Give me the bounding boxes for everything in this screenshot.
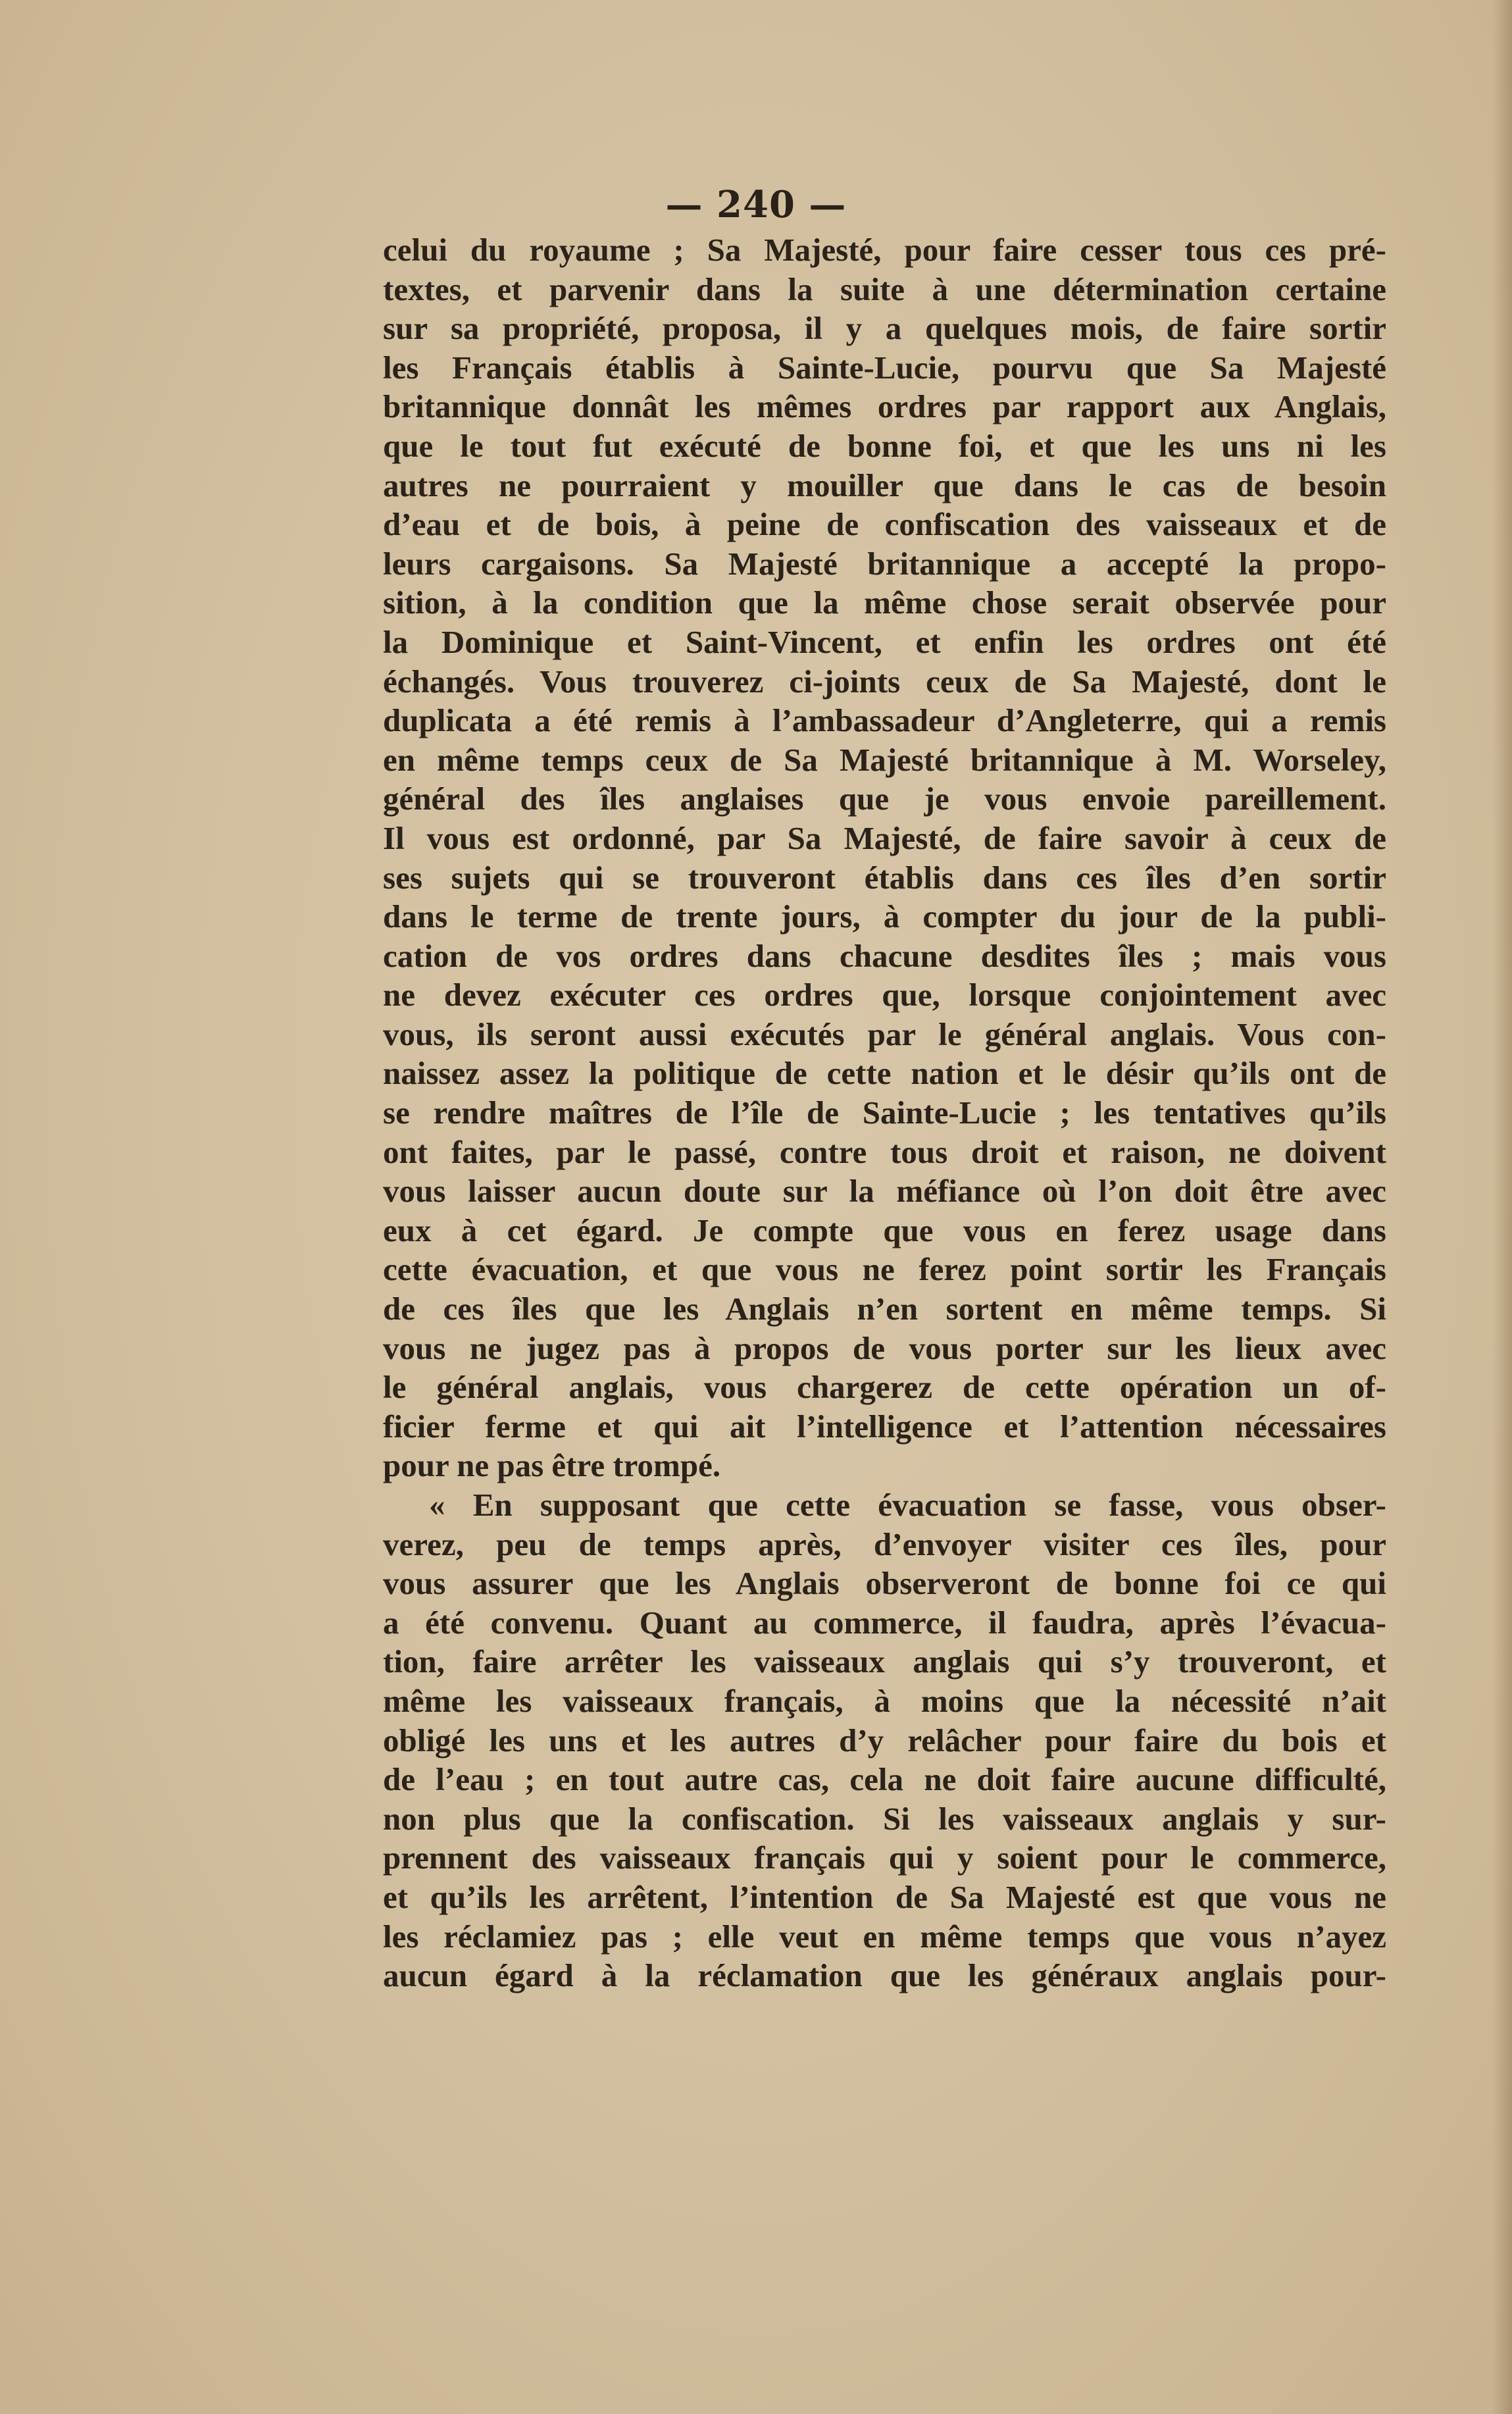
text-line: de l’eau ; en tout autre cas, cela ne doit faire aucune difficulté, (383, 1761, 1386, 1798)
text-line: ne devez exécuter ces ordres que, lorsque conjointement avec (383, 977, 1386, 1014)
body-text (383, 230, 1386, 1995)
text-line: dans le terme de trente jours, à compter du jour de la publi- (383, 898, 1386, 935)
text-line: sur sa propriété, proposa, il y a quelques mois, de faire sortir (383, 310, 1386, 347)
text-line: duplicata a été remis à l’ambassadeur d’Angleterre, qui a remis (383, 702, 1386, 739)
text-line: a été convenu. Quant au commerce, il faudra, après l’évacua- (383, 1604, 1386, 1641)
text-line: ficier ferme et qui ait l’intelligence et l’attention nécessaires (383, 1408, 1386, 1445)
text-line-paragraph-start: « En supposant que cette évacuation se fasse, vous obser- (429, 1487, 1386, 1523)
text-line: sition, à la condition que la même chose serait observée pour (383, 584, 1386, 621)
text-line: prennent des vaisseaux français qui y soient pour le commerce, (383, 1839, 1386, 1876)
text-line: en même temps ceux de Sa Majesté britannique à M. Worseley, (383, 741, 1386, 778)
text-line: britannique donnât les mêmes ordres par rapport aux Anglais, (383, 388, 1386, 425)
text-line: tion, faire arrêter les vaisseaux anglais qui s’y trouveront, et (383, 1643, 1386, 1680)
text-line: cation de vos ordres dans chacune desdites îles ; mais vous (383, 937, 1386, 974)
text-line: échangés. Vous trouverez ci-joints ceux de Sa Majesté, dont le (383, 663, 1386, 700)
text-line: les réclamiez pas ; elle veut en même temps que vous n’ayez (383, 1918, 1386, 1955)
text-line: se rendre maîtres de l’île de Sainte-Lucie ; les tentatives qu’ils (383, 1094, 1386, 1131)
text-line: vous, ils seront aussi exécutés par le général anglais. Vous con- (383, 1015, 1386, 1052)
text-line: les Français établis à Sainte-Lucie, pourvu que Sa Majesté (383, 349, 1386, 386)
text-line: textes, et parvenir dans la suite à une détermination certaine (383, 270, 1386, 307)
text-line: celui du royaume ; Sa Majesté, pour faire cesser tous ces pré- (383, 232, 1386, 268)
text-line: général des îles anglaises que je vous envoie pareillement. (383, 781, 1386, 817)
text-line: ses sujets qui se trouveront établis dans ces îles d’en sortir (383, 859, 1386, 896)
text-line: obligé les uns et les autres d’y relâcher pour faire du bois et (383, 1722, 1386, 1759)
text-line: que le tout fut exécuté de bonne foi, et que les uns ni les (383, 427, 1386, 464)
text-line: même les vaisseaux français, à moins que la nécessité n’ait (383, 1682, 1386, 1719)
text-line: d’eau et de bois, à peine de confiscation des vaisseaux et de (383, 506, 1386, 543)
text-line: vous ne jugez pas à propos de vous porter sur les lieux avec (383, 1329, 1386, 1366)
text-line: vous laisser aucun doute sur la méfiance où l’on doit être avec (383, 1173, 1386, 1210)
text-line: verez, peu de temps après, d’envoyer visiter ces îles, pour (383, 1526, 1386, 1562)
text-line: vous assurer que les Anglais observeront de bonne foi ce qui (383, 1565, 1386, 1602)
text-line: aucun égard à la réclamation que les généraux anglais pour- (383, 1957, 1386, 1994)
text-line: eux à cet égard. Je compte que vous en ferez usage dans (383, 1212, 1386, 1248)
text-line: la Dominique et Saint-Vincent, et enfin les ordres ont été (383, 623, 1386, 660)
text-line: autres ne pourraient y mouiller que dans le cas de besoin (383, 467, 1386, 503)
text-line: naissez assez la politique de cette nation et le désir qu’ils ont de (383, 1055, 1386, 1092)
page-number: — 240 — (665, 183, 847, 226)
text-line: ont faites, par le passé, contre tous droit et raison, ne doivent (383, 1133, 1386, 1170)
text-line: Il vous est ordonné, par Sa Majesté, de faire savoir à ceux de (383, 819, 1386, 856)
text-line: pour ne pas être trompé. (383, 1447, 721, 1484)
page-edge-shadow (1492, 0, 1512, 2414)
text-line: et qu’ils les arrêtent, l’intention de Sa Majesté est que vous ne (383, 1878, 1386, 1915)
text-line: le général anglais, vous chargerez de cette opération un of- (383, 1369, 1386, 1406)
text-line: non plus que la confiscation. Si les vaisseaux anglais y sur- (383, 1800, 1386, 1837)
text-line: cette évacuation, et que vous ne ferez point sortir les Français (383, 1251, 1386, 1288)
text-line: leurs cargaisons. Sa Majesté britannique a accepté la propo- (383, 545, 1386, 582)
text-line: de ces îles que les Anglais n’en sortent en même temps. Si (383, 1291, 1386, 1327)
